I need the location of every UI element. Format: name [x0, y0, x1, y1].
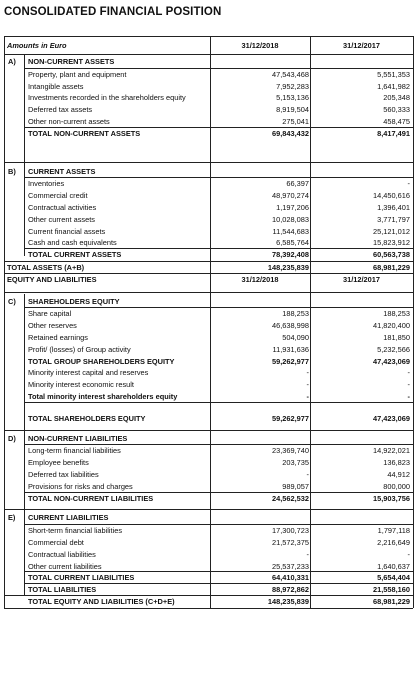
row-d-2-value-2018: - — [306, 470, 309, 479]
row-a-4-value-2017: 458,475 — [383, 117, 410, 126]
row-b-5-value-2017: 15,823,912 — [373, 238, 410, 248]
equity-header-top-rule — [4, 273, 413, 274]
total-liabilities-label: TOTAL LIABILITIES — [28, 585, 97, 595]
total-minority-equity-value-2018: - — [306, 392, 309, 401]
row-a-1-value-2018: 7,952,283 — [276, 81, 309, 91]
table-left-rule — [4, 36, 5, 608]
row-c-2-value-2018: 504,090 — [282, 333, 309, 342]
row-d-1-label: Employee benefits — [28, 458, 89, 468]
row-a-0-value-2017: 5,551,353 — [377, 69, 410, 79]
total-a-value-2017: 8,417,491 — [377, 128, 410, 138]
total-d-value-2018: 24,562,532 — [272, 493, 309, 503]
row-d-3-value-2018: 989,057 — [282, 481, 309, 491]
total-b-label: TOTAL CURRENT ASSETS — [28, 250, 122, 260]
row-e-1-value-2018: 21,572,375 — [272, 538, 309, 547]
equity-column-2017: 31/12/2017 — [343, 274, 380, 284]
section-heading-e: CURRENT LIABILITIES — [28, 513, 109, 523]
row-minority-0-value-2018: - — [306, 368, 309, 378]
section-heading-rule — [24, 524, 413, 525]
row-e-1-label: Commercial debt — [28, 538, 84, 547]
row-a-1-value-2017: 1,641,982 — [377, 81, 410, 91]
table-top-rule — [4, 36, 413, 37]
row-a-3-value-2017: 560,333 — [383, 105, 410, 115]
row-c-1-label: Other reserves — [28, 321, 77, 331]
row-b-4-label: Current financial assets — [28, 226, 106, 236]
row-e-1-value-2017: 2,216,649 — [377, 538, 410, 547]
section-heading-rule — [24, 444, 413, 445]
section-letter-c: C) — [8, 296, 16, 306]
row-e-0-label: Short-term financial liabilities — [28, 526, 123, 536]
grand-total-value-2018: 148,235,839 — [267, 597, 309, 606]
total-rule — [24, 571, 413, 572]
row-d-3-label: Provisions for risks and charges — [28, 481, 133, 491]
row-a-2-value-2018: 5,153,136 — [276, 93, 309, 103]
row-b-3-value-2017: 3,771,797 — [377, 214, 410, 224]
total-rule — [24, 492, 413, 493]
total-group-equity-value-2018: 59,262,977 — [272, 356, 309, 366]
total-rule — [24, 127, 413, 128]
grand-total-label: TOTAL EQUITY AND LIABILITIES (C+D+E) — [28, 597, 175, 606]
total-d-label: TOTAL NON-CURRENT LIABILITIES — [28, 493, 154, 503]
row-c-0-label: Share capital — [28, 309, 72, 319]
total-group-equity-label: TOTAL GROUP SHAREHOLDERS EQUITY — [28, 356, 175, 366]
total-c-label: TOTAL SHAREHOLDERS EQUITY — [28, 413, 146, 423]
header-bottom-rule — [4, 54, 413, 55]
row-c-3-value-2017: 5,232,566 — [377, 344, 410, 354]
row-c-0-value-2017: 188,253 — [383, 309, 410, 319]
section-rule — [4, 430, 413, 431]
column-header-2018: 31/12/2018 — [241, 41, 279, 50]
row-d-2-value-2017: 44,912 — [387, 470, 410, 479]
row-minority-1-label: Minority interest economic result — [28, 380, 134, 390]
row-e-3-label: Other current liabilities — [28, 561, 102, 571]
row-a-4-value-2018: 275,041 — [282, 117, 309, 126]
equity-column-2018: 31/12/2018 — [241, 274, 279, 284]
total-minority-equity-label: Total minority interest shareholders equity — [28, 392, 178, 401]
total-c-value-2018: 59,262,977 — [272, 413, 309, 423]
section-rule — [4, 509, 413, 510]
row-b-0-value-2017: - — [407, 179, 410, 189]
total-a-value-2018: 69,843,432 — [272, 128, 309, 138]
row-a-3-label: Deferred tax assets — [28, 105, 93, 115]
total-liabilities-value-2018: 88,972,862 — [272, 585, 309, 595]
total-assets-value-2018: 148,235,839 — [267, 263, 309, 272]
column-header-2017: 31/12/2017 — [343, 41, 380, 50]
total-e-value-2018: 64,410,331 — [272, 573, 309, 583]
row-d-0-value-2017: 14,922,021 — [373, 446, 410, 456]
total-assets-rule — [4, 261, 413, 262]
row-e-2-label: Contractual liabilities — [28, 549, 96, 559]
row-a-3-value-2018: 8,919,504 — [276, 105, 309, 115]
row-b-4-value-2017: 25,121,012 — [373, 226, 410, 236]
total-rule — [24, 248, 413, 249]
row-d-1-value-2018: 203,735 — [282, 458, 309, 468]
row-e-2-value-2018: - — [306, 549, 309, 559]
row-d-3-value-2017: 800,000 — [383, 481, 410, 491]
row-minority-0-label: Minority interest capital and reserves — [28, 368, 149, 378]
total-b-value-2017: 60,563,738 — [373, 250, 410, 260]
section-heading-rule — [24, 307, 413, 308]
row-d-0-label: Long-term financial liabilities — [28, 446, 121, 456]
equity-header-bottom-rule — [4, 292, 413, 293]
row-b-0-value-2018: 66,397 — [286, 179, 309, 189]
row-b-4-value-2018: 11,544,683 — [272, 226, 309, 236]
row-b-1-label: Commercial credit — [28, 191, 88, 201]
row-e-0-value-2017: 1,797,118 — [377, 526, 410, 536]
row-b-2-value-2018: 1,197,206 — [276, 203, 309, 212]
total-rule — [24, 402, 413, 403]
total-group-equity-value-2017: 47,423,069 — [373, 356, 410, 366]
table-right-rule — [413, 36, 414, 608]
section-heading-b: CURRENT ASSETS — [28, 166, 96, 176]
row-a-1-label: Intangible assets — [28, 81, 84, 91]
amounts-in-euro-label: Amounts in Euro — [7, 41, 67, 50]
section-heading-rule — [24, 68, 413, 69]
row-b-5-label: Cash and cash equivalents — [28, 238, 117, 248]
row-c-3-label: Profit/ (losses) of Group activity — [28, 344, 131, 354]
total-minority-equity-value-2017: - — [407, 392, 410, 401]
row-b-0-label: Inventories — [28, 179, 65, 189]
row-b-3-label: Other current assets — [28, 214, 95, 224]
row-c-0-value-2018: 188,253 — [282, 309, 309, 319]
row-a-0-value-2018: 47,543,468 — [272, 69, 309, 79]
row-e-2-value-2017: - — [407, 549, 410, 559]
row-a-0-label: Property, plant and equipment — [28, 69, 127, 79]
row-a-2-label: Investments recorded in the shareholders equity — [28, 93, 186, 103]
section-heading-c: SHAREHOLDERS EQUITY — [28, 296, 120, 306]
row-b-2-label: Contractual activities — [28, 203, 97, 212]
row-b-1-value-2017: 14,450,616 — [373, 191, 410, 201]
column-2017-rule — [310, 36, 311, 608]
row-c-2-label: Retained earnings — [28, 333, 88, 342]
grand-total-value-2017: 68,981,229 — [373, 597, 410, 606]
total-e-label: TOTAL CURRENT LIABILITIES — [28, 573, 135, 583]
row-minority-1-value-2017: - — [407, 380, 410, 390]
row-c-1-value-2017: 41,820,400 — [373, 321, 410, 331]
section-letter-e: E) — [8, 513, 16, 523]
total-assets-label: TOTAL ASSETS (A+B) — [7, 263, 85, 272]
row-b-2-value-2017: 1,396,401 — [377, 203, 410, 212]
section-heading-d: NON-CURRENT LIABILITIES — [28, 433, 128, 443]
balance-sheet-table — [4, 36, 413, 672]
row-d-2-label: Deferred tax liabilities — [28, 470, 99, 479]
row-d-0-value-2018: 23,369,740 — [272, 446, 309, 456]
section-letter-b: B) — [8, 166, 16, 176]
total-e-value-2017: 5,654,404 — [377, 573, 410, 583]
section-heading-rule — [24, 177, 413, 178]
total-b-value-2018: 78,392,408 — [272, 250, 309, 260]
total-rule — [24, 583, 413, 584]
row-c-2-value-2017: 181,850 — [383, 333, 410, 342]
total-d-value-2017: 15,903,756 — [373, 493, 410, 503]
page-title: CONSOLIDATED FINANCIAL POSITION — [4, 6, 222, 18]
letter-column-rule — [24, 54, 25, 256]
total-c-value-2017: 47,423,069 — [373, 413, 410, 423]
row-e-3-value-2017: 1,640,637 — [377, 561, 410, 571]
section-rule — [4, 162, 413, 163]
section-heading-a: NON-CURRENT ASSETS — [28, 57, 115, 66]
row-a-2-value-2017: 205,348 — [383, 93, 410, 103]
total-a-label: TOTAL NON-CURRENT ASSETS — [28, 128, 141, 138]
row-b-3-value-2018: 10,028,083 — [272, 214, 309, 224]
table-bottom-rule — [4, 608, 413, 609]
row-e-0-value-2018: 17,300,723 — [272, 526, 309, 536]
section-letter-a: A) — [8, 57, 16, 66]
total-liabilities-value-2017: 21,558,160 — [373, 585, 410, 595]
row-minority-0-value-2017: - — [407, 368, 410, 378]
row-c-3-value-2018: 11,931,636 — [272, 344, 309, 354]
letter-column-rule-lower — [24, 294, 25, 595]
section-letter-d: D) — [8, 433, 16, 443]
row-a-4-label: Other non-current assets — [28, 117, 110, 126]
total-assets-value-2017: 68,981,229 — [373, 263, 410, 272]
row-d-1-value-2017: 136,823 — [383, 458, 410, 468]
row-c-1-value-2018: 46,638,998 — [272, 321, 309, 331]
row-e-3-value-2018: 25,537,233 — [272, 561, 309, 571]
row-minority-1-value-2018: - — [306, 380, 309, 390]
row-b-5-value-2018: 6,585,764 — [276, 238, 309, 248]
column-2018-rule — [210, 36, 211, 608]
equity-liabilities-heading: EQUITY AND LIABILITIES — [7, 274, 97, 284]
row-b-1-value-2018: 48,970,274 — [272, 191, 309, 201]
grand-total-rule — [4, 595, 413, 596]
